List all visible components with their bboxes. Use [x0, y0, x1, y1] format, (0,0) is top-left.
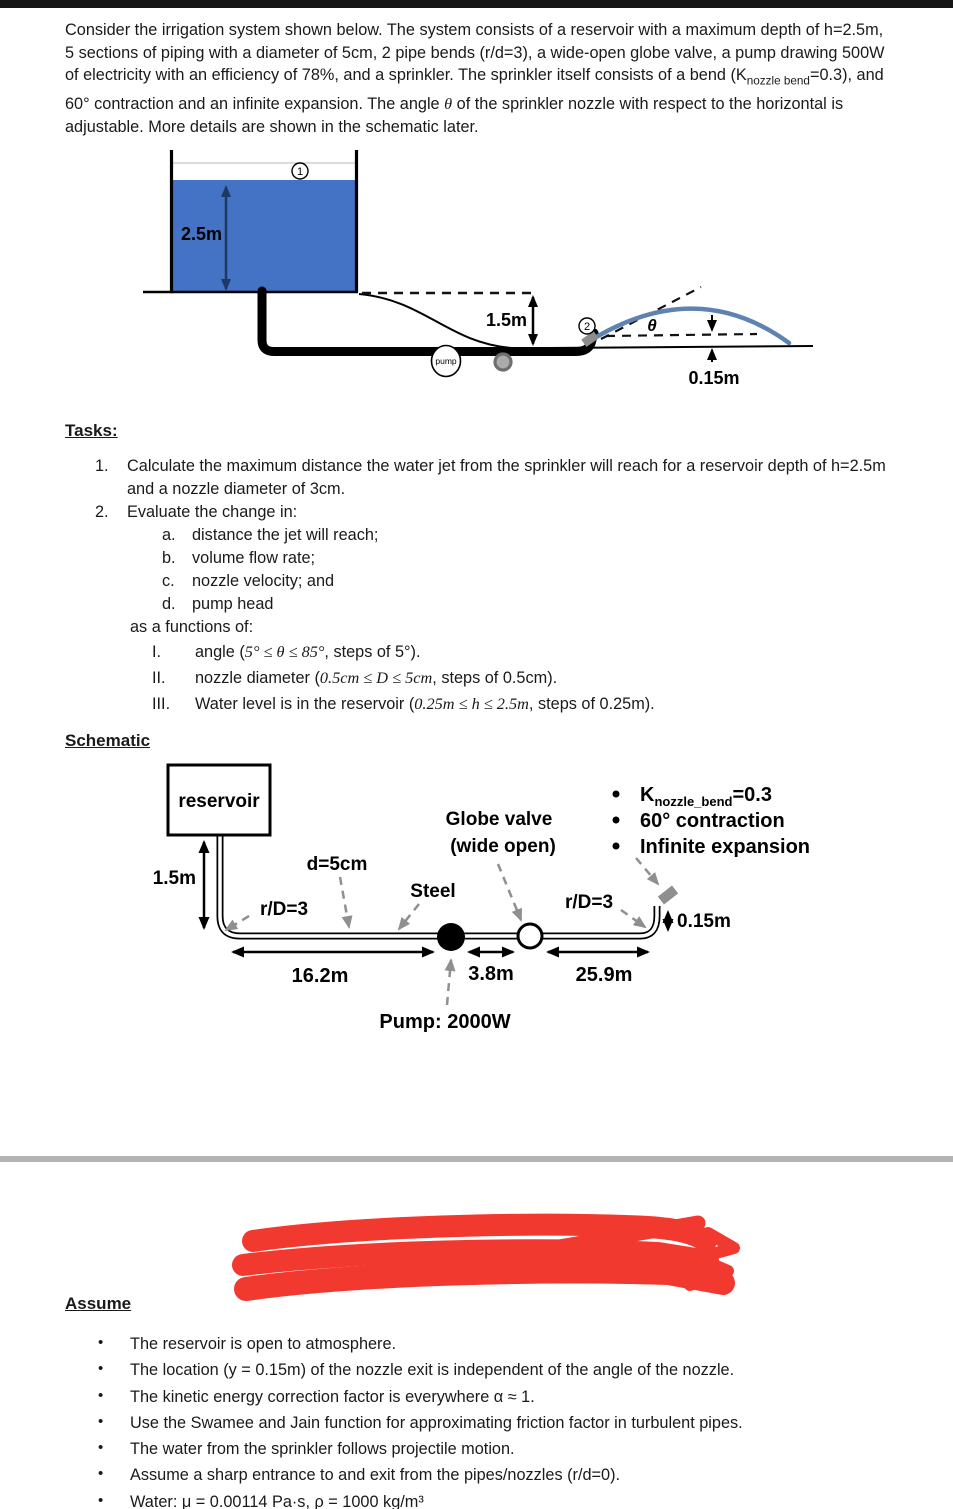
k-subscript: nozzle bend [746, 74, 810, 88]
assumption-text: The reservoir is open to atmosphere. [130, 1335, 397, 1353]
fn-text: , steps of 0.25m). [528, 695, 655, 713]
roman-numeral: I. [152, 643, 162, 661]
subitem-text: pump head [192, 595, 274, 613]
bullet-dot: • [98, 1412, 104, 1430]
task-number: 2. [95, 503, 109, 521]
pump-power-label: Pump: 2000W [379, 1011, 511, 1033]
fn-math: 0.25m ≤ h ≤ 2.5m [414, 694, 529, 713]
diameter-arrow [340, 877, 349, 927]
note-bullet-2 [613, 817, 620, 824]
length-label-1: 16.2m [291, 965, 349, 987]
note-k-nozzle-bend [640, 784, 772, 809]
roman-numeral: II. [152, 669, 166, 687]
nozzle-level-dashed-line [606, 334, 757, 336]
bend-left-arrow [226, 916, 249, 930]
assumption-item [65, 1436, 905, 1462]
task-item [65, 501, 895, 524]
schematic-heading: Schematic [65, 731, 151, 750]
intro-text-2: =0.3), and 60° contraction and an infinite expansion. The angle [65, 66, 884, 114]
note-expansion: Infinite expansion [640, 836, 811, 858]
fn-math: 5° ≤ θ ≤ 85° [244, 642, 325, 661]
note-k-sub: nozzle_bend [654, 794, 733, 809]
material-label: Steel [410, 881, 456, 902]
bend-left-label: r/D=3 [259, 899, 309, 920]
assumption-text: Use the Swamee and Jain function for approximating friction factor in turbulent pipes. [130, 1413, 743, 1432]
tasks-section [65, 419, 895, 717]
note-k: K [640, 784, 655, 806]
note-bullet-3 [613, 843, 620, 850]
theta-label: θ [647, 316, 657, 335]
globe-valve-symbol [518, 924, 542, 948]
assumption-item [65, 1462, 905, 1488]
globe-valve-arrow [498, 864, 521, 920]
drop-label: 1.5m [152, 868, 196, 889]
valve-symbol [495, 354, 511, 370]
subitem-text: distance the jet will reach; [192, 526, 379, 544]
point-1-label: 1 [296, 166, 304, 178]
task-number: 1. [95, 457, 109, 475]
intro-paragraph [65, 19, 895, 138]
assumption-text: The kinetic energy correction factor is everywhere α ≈ 1. [130, 1387, 535, 1406]
assumption-text: Water: μ = 0.00114 Pa·s, ρ = 1000 kg/m³ [130, 1492, 424, 1509]
bend-right-arrow [621, 910, 645, 927]
pump-label: pump [435, 356, 457, 366]
schematic-figure [130, 758, 900, 1048]
nozzle-height-label: 0.15m [688, 368, 740, 388]
task-subitem [65, 593, 895, 616]
intro-text-1: Consider the irrigation system shown below. The system consists of a reservoir with a maximum depth of h=2.5m, 5 sections of piping with a diameter of 5cm, 2 pipe bends (r/d=3), a wide-open globe valve, a pump drawing 500W of electricity with an efficiency of 78%, and a sprinkler. The sprinkler itself consists of a bend (K [65, 21, 885, 85]
note-bullet-1 [613, 791, 620, 798]
pipe [262, 291, 594, 352]
bullet-dot: • [98, 1465, 104, 1483]
scribble-strokes [243, 1223, 734, 1289]
assumption-item [65, 1331, 905, 1357]
nozzle-notes-arrow [636, 858, 658, 884]
intro-text-3: of the sprinkler nozzle with respect to the horizontal is adjustable. More details are shown in the schematic later. [65, 95, 844, 136]
page-divider [0, 1156, 953, 1162]
function-item [65, 691, 895, 717]
fn-text: angle ( [195, 643, 245, 661]
task-subitem [65, 570, 895, 593]
function-item [65, 665, 895, 691]
theta-symbol: θ [444, 94, 453, 114]
globe-valve-label-1: Globe valve [445, 809, 553, 830]
depth-label: 2.5m [180, 224, 222, 244]
subitem-text: nozzle velocity; and [192, 572, 335, 590]
assumption-text: The water from the sprinkler follows projectile motion. [130, 1440, 515, 1459]
assumption-text: The location (y = 0.15m) of the nozzle exit is independent of the angle of the nozzle. [130, 1361, 735, 1380]
nozzle [658, 886, 678, 905]
length-label-2: 3.8m [468, 963, 514, 985]
task-subitem [65, 547, 895, 570]
fn-text: , steps of 5°). [324, 643, 421, 661]
note-contraction: 60° contraction [640, 810, 785, 832]
assume-section [65, 1292, 905, 1509]
bullet-dot: • [98, 1491, 104, 1509]
assumption-item [65, 1357, 905, 1383]
globe-valve-label-2: (wide open) [450, 836, 556, 857]
subitem-letter: b. [162, 549, 176, 567]
assumption-item [65, 1410, 905, 1436]
nozzle-height-label: 0.15m [677, 911, 731, 932]
tasks-heading: Tasks: [65, 421, 118, 440]
assume-heading: Assume [65, 1294, 132, 1313]
water-jet-trajectory [598, 309, 789, 343]
bullet-dot: • [98, 1334, 104, 1351]
system-figure [140, 145, 820, 400]
bullet-dot: • [98, 1439, 104, 1457]
roman-numeral: III. [152, 695, 171, 713]
pump-callout-arrow [447, 960, 451, 1005]
pump-symbol [437, 923, 465, 951]
top-border-bar [0, 0, 953, 8]
function-item [65, 639, 895, 665]
steel-arrow [399, 904, 419, 929]
note-k-val: =0.3 [732, 784, 772, 806]
as-functions-of-text: as a functions of: [130, 618, 254, 636]
subitem-letter: d. [162, 595, 176, 613]
point-2-label: 2 [583, 321, 591, 333]
subitem-letter: a. [162, 526, 176, 544]
task-text: Evaluate the change in: [127, 503, 298, 521]
drop-label: 1.5m [485, 310, 527, 330]
fn-text: nozzle diameter ( [195, 669, 320, 687]
assumption-text: Assume a sharp entrance to and exit from the pipes/nozzles (r/d=0). [130, 1466, 621, 1485]
bend-right-label: r/D=3 [564, 892, 614, 913]
assumption-item [65, 1384, 905, 1410]
length-label-3: 25.9m [575, 964, 633, 986]
fn-text: Water level is in the reservoir ( [195, 695, 415, 713]
fn-text: , steps of 0.5cm). [432, 669, 558, 687]
task-subitem [65, 524, 895, 547]
task-item [65, 455, 895, 501]
bullet-dot: • [98, 1360, 104, 1378]
fn-math: 0.5cm ≤ D ≤ 5cm [319, 668, 433, 687]
task-text: Calculate the maximum distance the water jet from the sprinkler will reach for a reservoir depth of h=2.5m and a nozzle diameter of 3cm. [127, 457, 886, 498]
assumption-item [65, 1489, 905, 1509]
subitem-letter: c. [162, 572, 175, 590]
reservoir-label: reservoir [178, 791, 260, 812]
subitem-text: volume flow rate; [192, 549, 316, 567]
diameter-label: d=5cm [306, 854, 368, 875]
bullet-dot: • [98, 1386, 104, 1404]
